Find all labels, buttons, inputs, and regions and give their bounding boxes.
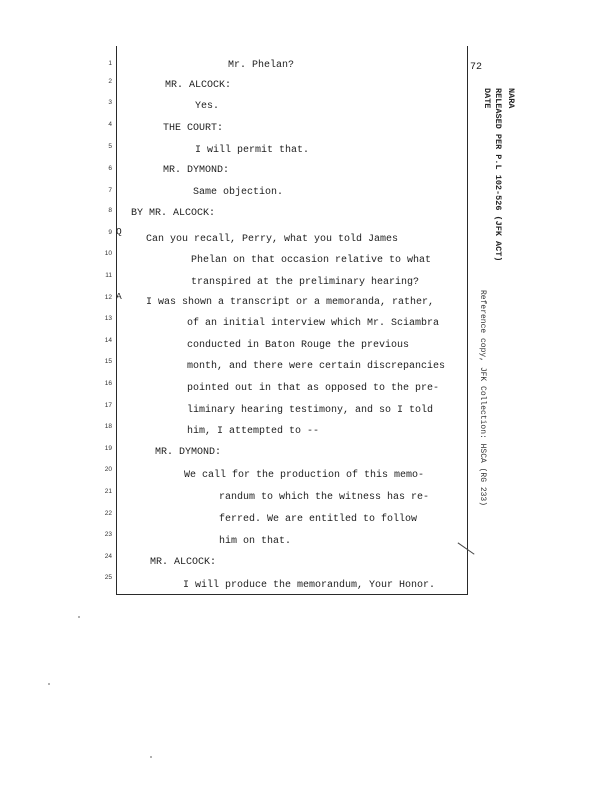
transcript-line: him on that. xyxy=(219,536,292,547)
line-number: 16 xyxy=(104,380,112,387)
line-number: 1 xyxy=(108,60,112,67)
line-number: 10 xyxy=(104,250,112,257)
page-number: 72 xyxy=(470,62,483,73)
release-stamp xyxy=(481,88,503,261)
line-number: 4 xyxy=(108,121,112,128)
transcript-line: him, I attempted to -- xyxy=(187,426,320,437)
transcript-line: pointed out in that as opposed to the pre- xyxy=(187,383,440,394)
scan-speck xyxy=(48,683,50,685)
speaker-label: MR. ALCOCK: xyxy=(165,80,232,91)
line-number: 19 xyxy=(104,445,112,452)
line-number: 13 xyxy=(104,315,112,322)
transcript-line: of an initial interview which Mr. Sciambra xyxy=(187,318,440,329)
transcript-line: transpired at the preliminary hearing? xyxy=(191,277,420,288)
transcript-line: ferred. We are entitled to follow xyxy=(219,514,418,525)
scan-speck xyxy=(150,756,152,758)
transcript-line: Mr. Phelan? xyxy=(228,60,295,71)
transcript-line: conducted in Baton Rouge the previous xyxy=(187,340,410,351)
scan-speck xyxy=(78,616,80,618)
side-reference-note: Reference copy, JFK Collection: HSCA (RG 233) xyxy=(478,290,487,507)
speaker-label: MR. DYMOND: xyxy=(163,165,230,176)
line-number: 8 xyxy=(108,207,112,214)
line-number: 23 xyxy=(104,531,112,538)
release-stamp-nara: NARA xyxy=(506,88,516,109)
line-number: 22 xyxy=(104,510,112,517)
line-number: 12 xyxy=(104,294,112,301)
line-number: 5 xyxy=(108,143,112,150)
transcript-line: I will produce the memorandum, Your Honor. xyxy=(183,580,436,591)
transcript-line: Can you recall, Perry, what you told James xyxy=(146,234,399,245)
transcript-line: I was shown a transcript or a memoranda, rather, xyxy=(146,297,435,308)
transcript-line: Same objection. xyxy=(193,187,284,198)
line-number: 14 xyxy=(104,337,112,344)
transcript-line: month, and there were certain discrepancies xyxy=(187,361,446,372)
line-number: 21 xyxy=(104,488,112,495)
speaker-label: MR. DYMOND: xyxy=(155,447,222,458)
line-number: 25 xyxy=(104,574,112,581)
transcript-line: Phelan on that occasion relative to what xyxy=(191,255,432,266)
speaker-label: THE COURT: xyxy=(163,123,224,134)
transcript-line: randum to which the witness has re- xyxy=(219,492,430,503)
line-number: 11 xyxy=(105,272,112,279)
line-number: 15 xyxy=(104,358,112,365)
speaker-label: MR. ALCOCK: xyxy=(150,557,217,568)
transcript-line: We call for the production of this memo- xyxy=(184,470,425,481)
transcript-line: I will permit that. xyxy=(195,145,310,156)
line-number: 18 xyxy=(104,423,112,430)
release-stamp-line1: RELEASED PER P.L 102-526 (JFK ACT) xyxy=(493,88,503,262)
transcript-line: Yes. xyxy=(195,101,220,112)
answer-marker: A xyxy=(116,291,122,302)
line-number: 3 xyxy=(108,99,112,106)
question-marker: Q xyxy=(116,226,122,237)
line-number: 6 xyxy=(108,165,112,172)
line-number: 17 xyxy=(104,402,112,409)
transcript-line: liminary hearing testimony, and so I told xyxy=(187,405,434,416)
line-number: 20 xyxy=(104,466,112,473)
examiner-label: BY MR. ALCOCK: xyxy=(131,208,216,219)
line-number: 7 xyxy=(108,187,112,194)
release-stamp-line3: DATE xyxy=(482,88,492,109)
line-number: 24 xyxy=(104,553,112,560)
line-number: 2 xyxy=(108,78,112,85)
line-number: 9 xyxy=(108,229,112,236)
